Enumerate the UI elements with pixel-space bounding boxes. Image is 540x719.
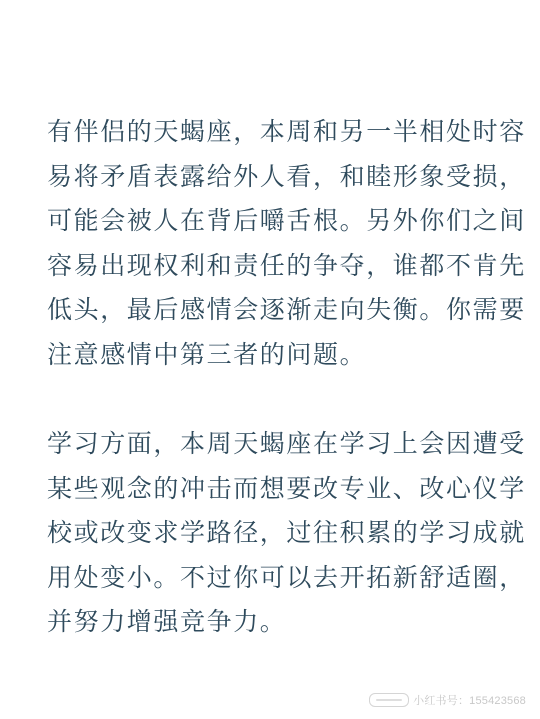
paragraph-relationship	[47, 110, 526, 377]
post-content	[47, 110, 526, 645]
text-line: 可能会被人在背后嚼舌根。另外你们之间	[47, 206, 526, 235]
text-line: 学习方面，本周天蝎座在学习上会因遭受	[47, 429, 526, 458]
text-line: 易将矛盾表露给外人看，和睦形象受损，	[47, 161, 526, 191]
text-line: 并努力增强竞争力。	[47, 607, 287, 636]
text-line: 容易出现权利和责任的争夺，谁都不肯先	[47, 250, 526, 280]
text-line: 注意感情中第三者的问题。	[47, 339, 367, 369]
text-line: 校或改变求学路径，过往积累的学习成就	[47, 518, 526, 547]
watermark-text: 小红书号：155423568	[413, 695, 526, 707]
paragraph-study	[47, 422, 526, 645]
xiaohongshu-logo-icon	[369, 693, 409, 707]
text-line: 某些观念的冲击而想要改专业、改心仪学	[47, 473, 526, 503]
text-line: 用处变小。不过你可以去开拓新舒适圈，	[47, 562, 526, 592]
text-line: 低头，最后感情会逐渐走向失衡。你需要	[47, 295, 526, 324]
watermark	[369, 691, 526, 709]
text-line: 有伴侣的天蝎座，本周和另一半相处时容	[47, 117, 526, 146]
